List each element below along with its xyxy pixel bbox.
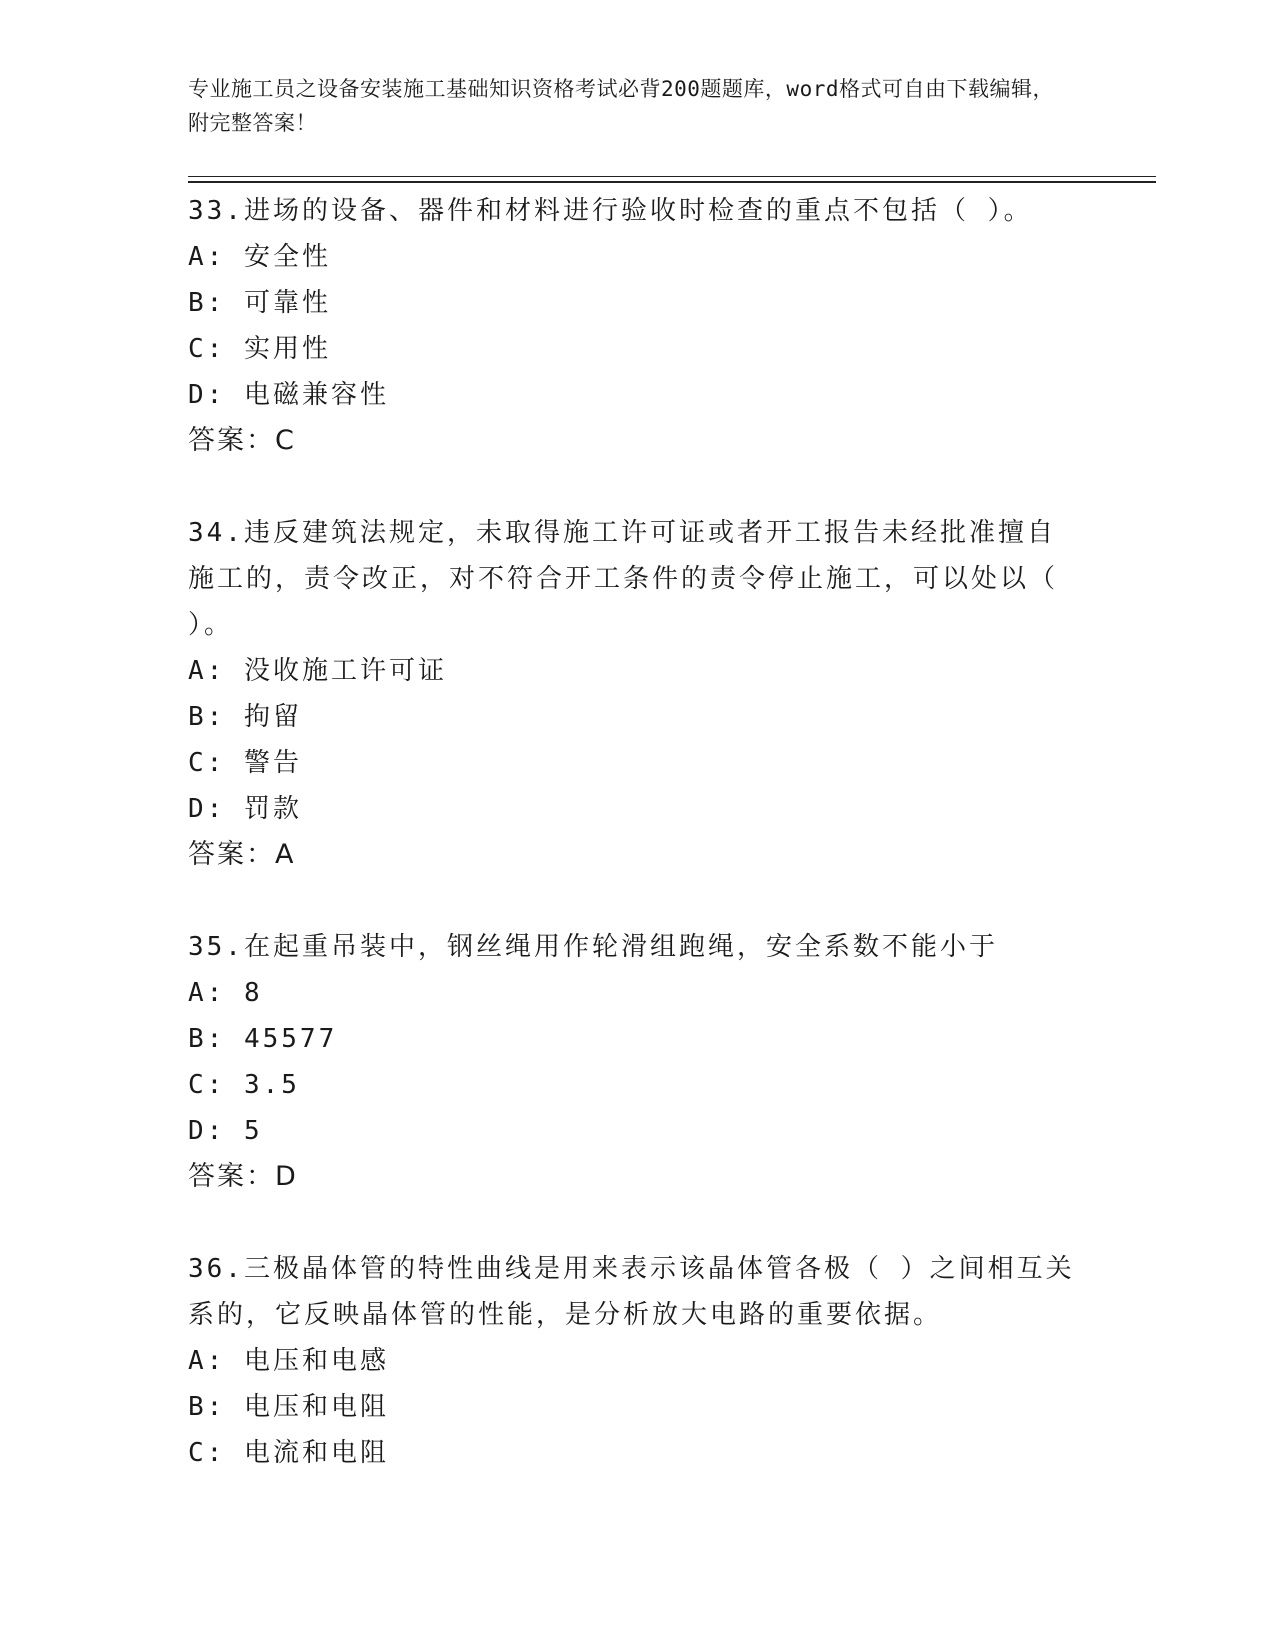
- header-rule-thick: [188, 181, 1156, 183]
- option-b: B: 电压和电阻: [188, 1392, 389, 1422]
- question-36: [188, 1246, 1078, 1476]
- option-d: D: 罚款: [188, 794, 302, 824]
- option-b: B: 可靠性: [188, 288, 331, 318]
- option-b: B: 45577: [188, 1024, 338, 1054]
- option-a: A: 8: [188, 978, 263, 1008]
- question-34: [188, 510, 1078, 878]
- answer: 答案：D: [188, 1161, 298, 1192]
- answer: 答案：C: [188, 425, 296, 456]
- question-text: 35.在起重吊装中，钢丝绳用作轮滑组跑绳，安全系数不能小于: [188, 932, 998, 962]
- header-rule-thin: [188, 176, 1156, 177]
- question-text: 33.进场的设备、器件和材料进行验收时检查的重点不包括（ ）。: [188, 196, 1033, 226]
- option-a: A: 没收施工许可证: [188, 656, 447, 686]
- option-c: C: 警告: [188, 748, 302, 778]
- option-a: A: 安全性: [188, 242, 331, 272]
- question-33: [188, 188, 1078, 464]
- question-text: 34.违反建筑法规定，未取得施工许可证或者开工报告未经批准擅自施工的，责令改正，对不符合开工条件的责令停止施工，可以处以（ ）。: [188, 518, 1059, 640]
- option-c: C: 3.5: [188, 1070, 300, 1100]
- option-d: D: 电磁兼容性: [188, 380, 389, 410]
- question-35: [188, 924, 1078, 1200]
- answer: 答案：A: [188, 839, 296, 870]
- option-c: C: 电流和电阻: [188, 1438, 389, 1468]
- option-d: D: 5: [188, 1116, 263, 1146]
- question-text: 36.三极晶体管的特性曲线是用来表示该晶体管各极（ ）之间相互关系的，它反映晶体管的性能，是分析放大电路的重要依据。: [188, 1254, 1075, 1330]
- option-a: A: 电压和电感: [188, 1346, 389, 1376]
- question-list: [188, 188, 1078, 1476]
- option-b: B: 拘留: [188, 702, 302, 732]
- option-c: C: 实用性: [188, 334, 331, 364]
- page-header: 专业施工员之设备安装施工基础知识资格考试必背200题题库，word格式可自由下载编辑，附完整答案！: [188, 77, 1054, 135]
